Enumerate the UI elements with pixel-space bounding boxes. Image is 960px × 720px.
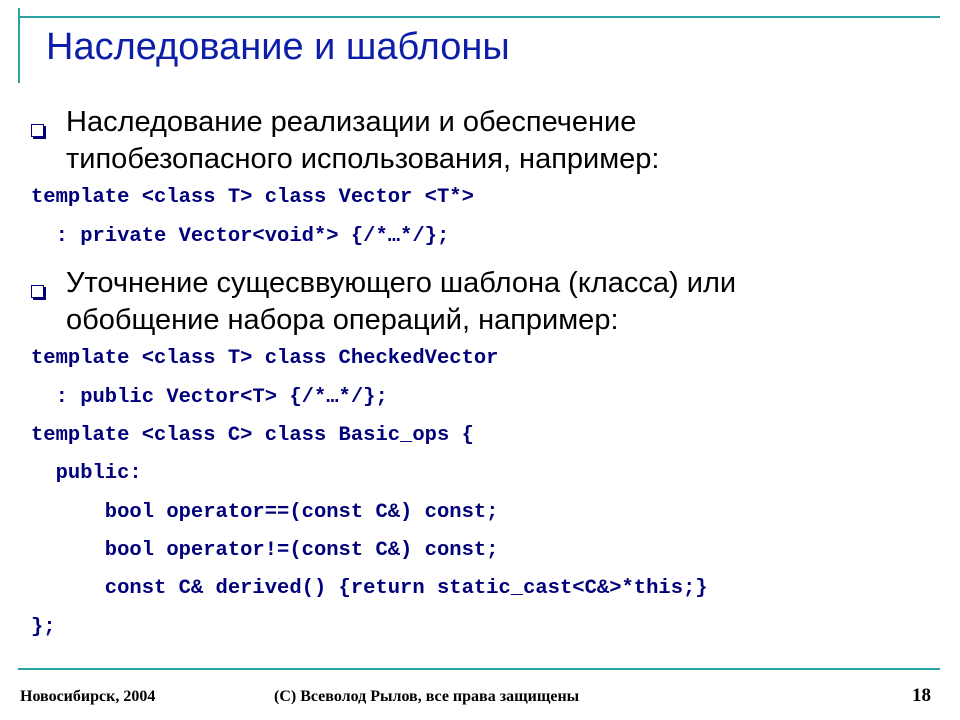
bullet-1-line-1: Наследование реализации и обеспечение — [66, 106, 637, 138]
title-accent-horizontal-line — [18, 16, 940, 18]
bullet-square-icon — [31, 124, 44, 137]
bullet-1-line-2: типобезопасного использования, например: — [66, 143, 660, 175]
code-line: template <class C> class Basic_ops { — [31, 424, 474, 447]
bullet-2-line-2: обобщение набора операций, например: — [66, 304, 619, 336]
code-line: const C& derived() {return static_cast<C&>*this;} — [31, 577, 708, 600]
bullet-2-line-1: Уточнение сущесввующего шаблона (класса) или — [66, 267, 737, 299]
code-line: template <class T> class Vector <T*> — [31, 186, 474, 209]
footer-divider — [18, 668, 940, 670]
code-line: : public Vector<T> {/*…*/}; — [31, 386, 388, 409]
footer-copyright: (C) Всеволод Рылов, все права защищены — [274, 688, 580, 705]
code-block-2 — [31, 347, 708, 639]
code-line: public: — [31, 462, 142, 485]
code-line: : private Vector<void*> {/*…*/}; — [31, 225, 450, 248]
title-accent-vertical-line — [18, 8, 20, 83]
code-line: bool operator==(const C&) const; — [31, 501, 499, 524]
code-line: template <class T> class CheckedVector — [31, 347, 499, 370]
page-number: 18 — [912, 685, 931, 706]
bullet-square-icon — [31, 285, 44, 298]
code-block-1 — [31, 186, 474, 255]
code-line: }; — [31, 616, 56, 639]
slide-title: Наследование и шаблоны — [46, 26, 510, 68]
code-line: bool operator!=(const C&) const; — [31, 539, 499, 562]
footer-location-year: Новосибирск, 2004 — [20, 688, 156, 705]
